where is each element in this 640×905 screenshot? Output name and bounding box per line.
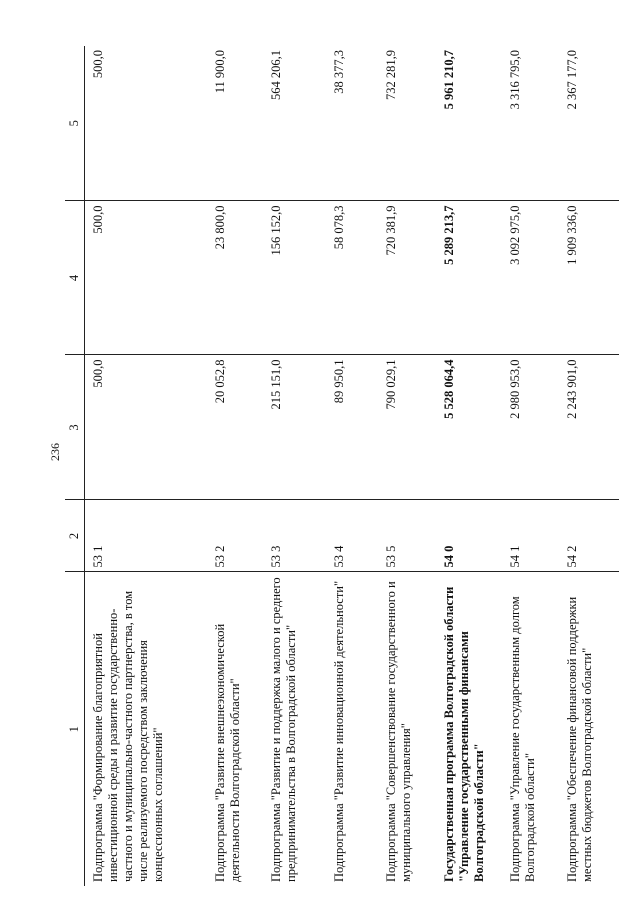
row-value-col5: 500,0	[85, 46, 207, 201]
row-name-cell: Подпрограмма "Развитие инновационной деятельности"	[331, 580, 346, 882]
row-value-col4: 500,0	[85, 201, 207, 355]
table-row	[326, 46, 378, 886]
row-code-cell: 53 3	[263, 500, 326, 572]
table-header-row	[65, 46, 85, 886]
table-row	[85, 46, 207, 886]
row-code-cell: 54 0	[436, 500, 502, 572]
row-value-col5: 3 316 795,0	[502, 46, 559, 201]
row-value-col5: 732 281,9	[378, 46, 436, 201]
column-header-4: 4	[65, 201, 85, 355]
row-name-cell: Подпрограмма "Управление государственным долгом Волгоградской области"	[507, 596, 537, 882]
row-value-col4: 58 078,3	[326, 201, 378, 355]
column-header-2: 2	[65, 500, 85, 572]
row-value-col3: 790 029,1	[378, 355, 436, 500]
row-name-cell: Государственная программа Волгоградской области "Управление государственными финансами Волгоградской области"	[441, 586, 486, 882]
table-row	[502, 46, 559, 886]
table-row	[436, 46, 502, 886]
row-value-col4: 23 800,0	[207, 201, 263, 355]
row-name-cell: Подпрограмма "Совершенствование государственного и муниципального управления"	[383, 581, 413, 882]
row-value-col5: 564 206,1	[263, 46, 326, 201]
row-code-cell: 53 1	[85, 500, 207, 572]
row-value-col3: 2 243 901,0	[559, 355, 619, 500]
row-value-col5: 2 367 177,0	[559, 46, 619, 201]
budget-table-sheet	[65, 46, 602, 886]
row-name-cell: Подпрограмма "Обеспечение финансовой поддержки местных бюджетов Волгоградской области"	[564, 596, 594, 882]
table-row	[559, 46, 619, 886]
row-value-col3: 2 980 953,0	[502, 355, 559, 500]
row-value-col4: 5 289 213,7	[436, 201, 502, 355]
page-number: 236	[48, 443, 62, 461]
row-value-col4: 1 909 336,0	[559, 201, 619, 355]
row-name-cell: Подпрограмма "Формирование благоприятной инвестиционной среды и развитие государственно-частного и муниципально-частного партнерства, в том числе реализуемого посредством заключения концессионных соглашений"	[91, 590, 165, 882]
row-name-cell: Подпрограмма "Развитие и поддержка малого и среднего предпринимательства в Волгоградской области"	[268, 577, 298, 882]
row-value-col3: 500,0	[85, 355, 207, 500]
row-value-col5: 5 961 210,7	[436, 46, 502, 201]
column-header-5: 5	[65, 46, 85, 201]
row-value-col4: 3 092 975,0	[502, 201, 559, 355]
column-header-1: 1	[65, 572, 85, 886]
row-code-cell: 54 1	[502, 500, 559, 572]
table-row	[207, 46, 263, 886]
table-row	[378, 46, 436, 886]
budget-table-body	[65, 46, 619, 886]
table-row	[263, 46, 326, 886]
row-value-col3: 215 151,0	[263, 355, 326, 500]
row-value-col3: 89 950,1	[326, 355, 378, 500]
row-code-cell: 53 2	[207, 500, 263, 572]
row-value-col3: 5 528 064,4	[436, 355, 502, 500]
budget-table	[65, 46, 619, 886]
row-code-cell: 54 2	[559, 500, 619, 572]
row-code-cell: 53 4	[326, 500, 378, 572]
row-value-col4: 156 152,0	[263, 201, 326, 355]
row-value-col3: 20 052,8	[207, 355, 263, 500]
row-value-col4: 720 381,9	[378, 201, 436, 355]
row-value-col5: 11 900,0	[207, 46, 263, 201]
column-header-3: 3	[65, 355, 85, 500]
row-code-cell: 53 5	[378, 500, 436, 572]
row-name-cell: Подпрограмма "Развитие внешнеэкономической деятельности Волгоградской области"	[212, 623, 242, 882]
row-value-col5: 38 377,3	[326, 46, 378, 201]
